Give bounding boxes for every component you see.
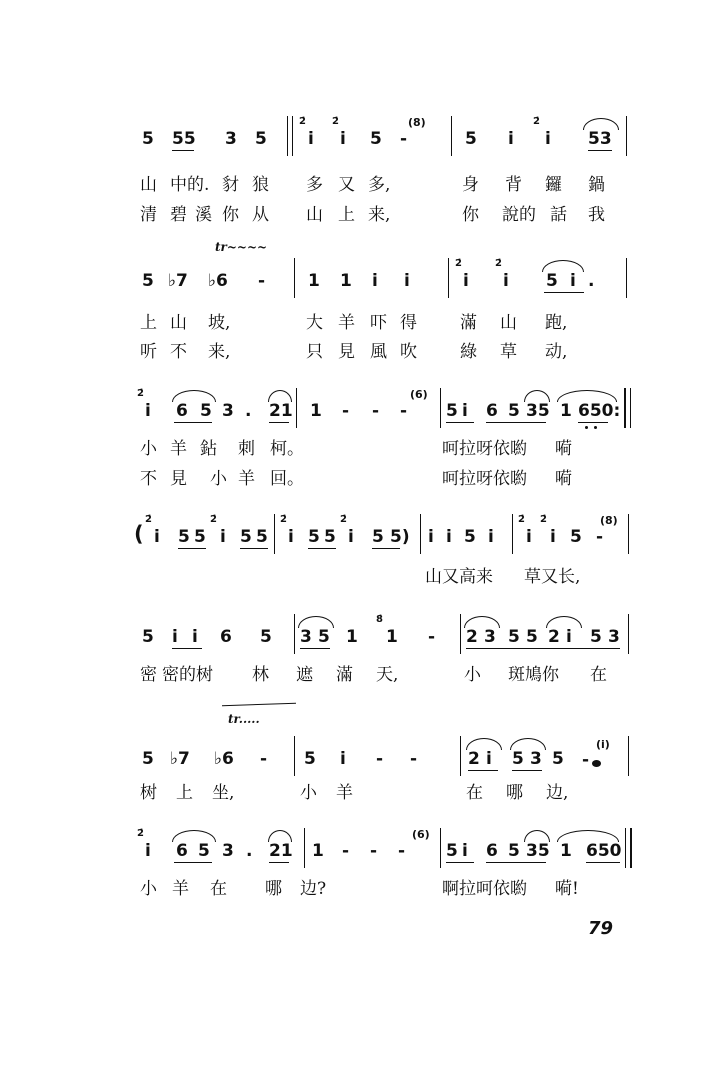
barline bbox=[294, 258, 295, 298]
notation-row-5 bbox=[0, 614, 710, 656]
lyric: 羊 bbox=[170, 439, 187, 459]
note: 3 bbox=[222, 401, 234, 421]
underline bbox=[544, 292, 584, 293]
lyric: 又 bbox=[338, 175, 355, 195]
lyric: 得 bbox=[400, 313, 417, 333]
note: i bbox=[404, 271, 410, 291]
lyric: 草 bbox=[500, 342, 517, 362]
note: i bbox=[192, 627, 198, 647]
lyric: 滿 bbox=[336, 665, 353, 685]
grace-note: 8̇ bbox=[376, 614, 383, 625]
grace-note: 2̇ bbox=[340, 514, 347, 525]
note: i bbox=[488, 527, 494, 547]
lyric: 边? bbox=[300, 879, 327, 899]
note: 1 bbox=[312, 841, 324, 861]
barline bbox=[628, 736, 629, 776]
dot bbox=[585, 426, 588, 429]
lyric-row-7 bbox=[0, 878, 710, 900]
note: 5 bbox=[240, 527, 252, 547]
lyric: 密 bbox=[140, 665, 157, 685]
lyric: 树 bbox=[140, 783, 157, 803]
note: i bbox=[446, 527, 452, 547]
glide-mark: (6) bbox=[412, 828, 430, 841]
note: 5 bbox=[570, 527, 582, 547]
lyric: 林 bbox=[252, 665, 269, 685]
underline bbox=[372, 548, 400, 549]
glide-mark: (i) bbox=[596, 738, 610, 751]
underline bbox=[446, 422, 474, 423]
lyric: 听 bbox=[140, 342, 157, 362]
note: 5 bbox=[142, 749, 154, 769]
note: 5 bbox=[552, 749, 564, 769]
grace-note: 2̇ bbox=[210, 514, 217, 525]
lyric: 小 bbox=[300, 783, 317, 803]
note: ♭6 bbox=[214, 749, 234, 769]
note: i bbox=[308, 129, 314, 149]
barline bbox=[626, 258, 627, 298]
lyric: 上 bbox=[176, 783, 193, 803]
lyric: 动, bbox=[545, 342, 568, 362]
lyric: 吹 bbox=[400, 342, 417, 362]
lyric: 跑, bbox=[545, 313, 568, 333]
barline bbox=[420, 514, 421, 554]
lyric: 回。 bbox=[270, 469, 304, 489]
grace-note: 2̇ bbox=[145, 514, 152, 525]
underline bbox=[300, 648, 330, 649]
note: 6 bbox=[176, 841, 188, 861]
note: - bbox=[260, 749, 268, 769]
grace-note: 2̇ bbox=[280, 514, 287, 525]
glide-mark: (8) bbox=[600, 514, 618, 527]
lyric: 見 bbox=[338, 342, 355, 362]
note: i bbox=[340, 749, 346, 769]
note: 3 bbox=[222, 841, 234, 861]
note: 5 bbox=[465, 129, 477, 149]
note: ( bbox=[134, 522, 144, 546]
lyric: 只 bbox=[306, 342, 323, 362]
underline bbox=[174, 862, 212, 863]
note: 6 bbox=[176, 401, 188, 421]
lyric: 在 bbox=[210, 879, 227, 899]
notation-row-3 bbox=[0, 388, 710, 430]
note: - bbox=[372, 401, 380, 421]
barline bbox=[512, 514, 513, 554]
final-barline bbox=[630, 828, 632, 868]
note: 5 bbox=[508, 841, 520, 861]
note: 2 bbox=[468, 749, 480, 769]
lyric-row-3b bbox=[0, 468, 710, 490]
note: 5 bbox=[546, 271, 558, 291]
repeat-barline bbox=[624, 388, 626, 428]
note: 5 bbox=[142, 129, 154, 149]
underline bbox=[308, 548, 336, 549]
barline bbox=[294, 736, 295, 776]
lyric: 哪 bbox=[265, 879, 282, 899]
notation-row-6 bbox=[0, 736, 710, 778]
note: i bbox=[372, 271, 378, 291]
dot bbox=[594, 426, 597, 429]
barline bbox=[626, 116, 627, 156]
lyric: 背 bbox=[505, 175, 522, 195]
note: 5 bbox=[370, 129, 382, 149]
lyric: 遮 bbox=[296, 665, 313, 685]
underline bbox=[588, 150, 612, 151]
note: - bbox=[398, 841, 406, 861]
lyric: 話 bbox=[550, 205, 567, 225]
lyric: 中的. bbox=[170, 175, 210, 195]
note: 6 bbox=[486, 841, 498, 861]
underline bbox=[486, 862, 546, 863]
lyric: 羊 bbox=[338, 313, 355, 333]
grace-note: 2̇ bbox=[533, 116, 540, 127]
underline bbox=[446, 862, 474, 863]
grace-note: 2̇ bbox=[299, 116, 306, 127]
underline bbox=[240, 548, 268, 549]
note: 3 bbox=[225, 129, 237, 149]
lyric: 碧 bbox=[170, 205, 187, 225]
lyric: 山 bbox=[170, 313, 187, 333]
grace-note: 2̇ bbox=[137, 828, 144, 839]
lyric: 哪 bbox=[506, 783, 523, 803]
lyric: 溪 bbox=[195, 205, 212, 225]
lyric-row-1b bbox=[0, 204, 710, 226]
lyric-row-2a bbox=[0, 312, 710, 334]
note: . bbox=[245, 401, 252, 421]
barline bbox=[630, 388, 631, 428]
lyric: 草又长, bbox=[524, 567, 581, 587]
note: 5 bbox=[256, 527, 268, 547]
barline bbox=[628, 514, 629, 554]
lyric: 小 bbox=[210, 469, 227, 489]
note: i bbox=[545, 129, 551, 149]
lyric: 羊 bbox=[172, 879, 189, 899]
note: 1 bbox=[346, 627, 358, 647]
note: 5 bbox=[178, 527, 190, 547]
note: 5 bbox=[318, 627, 330, 647]
grace-note: 2̇ bbox=[455, 258, 462, 269]
lyric: 在 bbox=[466, 783, 483, 803]
lyric: 上 bbox=[140, 313, 157, 333]
barline bbox=[448, 258, 449, 298]
notation-row-7 bbox=[0, 828, 710, 870]
lyric: 从 bbox=[252, 205, 269, 225]
lyric: 小 bbox=[140, 879, 157, 899]
lyric: 滿 bbox=[460, 313, 477, 333]
lyric: 豺 bbox=[222, 175, 239, 195]
note: 5 bbox=[446, 401, 458, 421]
note: i bbox=[503, 271, 509, 291]
note: 5 bbox=[200, 401, 212, 421]
lyric: 羊 bbox=[238, 469, 255, 489]
trill-mark: tr~~~~ bbox=[215, 240, 268, 254]
lyric: 多, bbox=[368, 175, 391, 195]
lyric: 密的树 bbox=[162, 665, 213, 685]
lyric: 不 bbox=[140, 469, 157, 489]
notation-row-4 bbox=[0, 514, 710, 556]
lyric: 我 bbox=[588, 205, 605, 225]
lyric: 山 bbox=[500, 313, 517, 333]
lyric: 鑼 bbox=[545, 175, 562, 195]
lyric: 嗬! bbox=[555, 879, 579, 899]
note: 650: bbox=[578, 401, 621, 421]
lyric: 綠 bbox=[460, 342, 477, 362]
note: i bbox=[463, 271, 469, 291]
lyric: 山 bbox=[306, 205, 323, 225]
lyric: 你 bbox=[222, 205, 239, 225]
lyric: 小 bbox=[464, 665, 481, 685]
barline bbox=[274, 514, 275, 554]
note: 5 bbox=[446, 841, 458, 861]
note: i bbox=[428, 527, 434, 547]
note: - bbox=[428, 627, 436, 647]
lyric: 来, bbox=[368, 205, 391, 225]
underline bbox=[178, 548, 206, 549]
note: 1 bbox=[340, 271, 352, 291]
note: - bbox=[370, 841, 378, 861]
lyric: 嗬 bbox=[555, 469, 572, 489]
lyric: 清 bbox=[140, 205, 157, 225]
dash: - bbox=[582, 750, 590, 770]
lyric-row-2b bbox=[0, 341, 710, 363]
note: 3 bbox=[300, 627, 312, 647]
note: 5) bbox=[390, 527, 410, 547]
note: i bbox=[462, 841, 468, 861]
note: 2 bbox=[548, 627, 560, 647]
note: 1 bbox=[386, 627, 398, 647]
lyric: 刺 bbox=[238, 439, 255, 459]
barline bbox=[296, 388, 297, 428]
barline bbox=[625, 828, 626, 868]
note: 5 bbox=[198, 841, 210, 861]
lyric-row-6 bbox=[0, 782, 710, 804]
glide-mark: (6) bbox=[410, 388, 428, 401]
note: i bbox=[154, 527, 160, 547]
barline bbox=[440, 828, 441, 868]
note: 5 bbox=[194, 527, 206, 547]
lyric: 見 bbox=[170, 469, 187, 489]
underline bbox=[466, 648, 620, 649]
note: 53 bbox=[588, 129, 612, 149]
note: - bbox=[596, 527, 604, 547]
notation-row-1 bbox=[0, 116, 710, 158]
grace-note: 2̇ bbox=[518, 514, 525, 525]
grace-note: 2̇ bbox=[332, 116, 339, 127]
lyric: 小 bbox=[140, 439, 157, 459]
note: 21 bbox=[269, 841, 293, 861]
lyric: 来, bbox=[208, 342, 231, 362]
underline bbox=[486, 422, 546, 423]
note: 21 bbox=[269, 401, 293, 421]
lyric: 吓 bbox=[370, 313, 387, 333]
note: ♭7 bbox=[168, 271, 188, 291]
note: i bbox=[348, 527, 354, 547]
note: i bbox=[550, 527, 556, 547]
note: - bbox=[400, 129, 408, 149]
underline bbox=[174, 422, 212, 423]
note: . bbox=[246, 841, 253, 861]
lyric: 在 bbox=[590, 665, 607, 685]
lyric: 上 bbox=[338, 205, 355, 225]
note: 1 bbox=[308, 271, 320, 291]
note: 55 bbox=[172, 129, 196, 149]
note: . bbox=[588, 271, 595, 291]
note: 3 bbox=[484, 627, 496, 647]
lyric: 大 bbox=[306, 313, 323, 333]
note: 5 bbox=[255, 129, 267, 149]
page-number: 79 bbox=[588, 918, 614, 939]
lyric: 風 bbox=[370, 342, 387, 362]
note: ♭7 bbox=[170, 749, 190, 769]
lyric: 身 bbox=[462, 175, 479, 195]
lyric-row-4 bbox=[0, 566, 710, 588]
note: - bbox=[376, 749, 384, 769]
underline bbox=[586, 862, 620, 863]
note: 5 bbox=[142, 627, 154, 647]
lyric: 呵拉呀依喲 bbox=[442, 439, 527, 459]
lyric: 啊拉呵依喲 bbox=[442, 879, 527, 899]
note: i bbox=[508, 129, 514, 149]
note: i bbox=[526, 527, 532, 547]
lyric: 柯。 bbox=[270, 439, 304, 459]
note: 5 bbox=[526, 627, 538, 647]
note: 650 bbox=[586, 841, 622, 861]
glide-mark: (8) bbox=[408, 116, 426, 129]
note: 5 bbox=[464, 527, 476, 547]
note: i bbox=[566, 627, 572, 647]
underline bbox=[172, 150, 194, 151]
lyric: 边, bbox=[546, 783, 569, 803]
lyric: 坐, bbox=[212, 783, 235, 803]
note: i bbox=[145, 841, 151, 861]
grace-note: 2̇ bbox=[137, 388, 144, 399]
lyric: 鉆 bbox=[200, 439, 217, 459]
note: 5 bbox=[260, 627, 272, 647]
note: 5 bbox=[142, 271, 154, 291]
lyric: 你 bbox=[462, 205, 479, 225]
note: 5 bbox=[308, 527, 320, 547]
barline bbox=[294, 614, 295, 654]
note: i bbox=[145, 401, 151, 421]
lyric: 羊 bbox=[336, 783, 353, 803]
lyric: 山又高来 bbox=[425, 567, 493, 587]
lyric: 多 bbox=[306, 175, 323, 195]
note: i bbox=[172, 627, 178, 647]
note: i bbox=[486, 749, 492, 769]
lyric: 呵拉呀依喲 bbox=[442, 469, 527, 489]
barline bbox=[292, 116, 293, 156]
note: 5 bbox=[304, 749, 316, 769]
note: - bbox=[410, 749, 418, 769]
note: 6 bbox=[220, 627, 232, 647]
note: 5 bbox=[508, 627, 520, 647]
note: 6 bbox=[486, 401, 498, 421]
barline bbox=[304, 828, 305, 868]
note: 3 bbox=[608, 627, 620, 647]
note: - bbox=[342, 841, 350, 861]
grace-note: 2̇ bbox=[495, 258, 502, 269]
note: - bbox=[258, 271, 266, 291]
barline bbox=[460, 614, 461, 654]
underline bbox=[578, 422, 608, 423]
note: 3 bbox=[530, 749, 542, 769]
lyric: 坡, bbox=[208, 313, 231, 333]
extension-line bbox=[222, 703, 296, 707]
barline bbox=[460, 736, 461, 776]
lyric: 鍋 bbox=[588, 175, 605, 195]
grace-note: 2̇ bbox=[540, 514, 547, 525]
notation-row-2 bbox=[0, 258, 710, 300]
lyric: 說的 bbox=[502, 205, 536, 225]
note: 1 bbox=[310, 401, 322, 421]
note: 35 bbox=[526, 841, 550, 861]
barline bbox=[287, 116, 288, 156]
underline bbox=[468, 770, 498, 771]
note: i bbox=[462, 401, 468, 421]
note: 1 bbox=[560, 841, 572, 861]
lyric-row-5 bbox=[0, 664, 710, 686]
grace-blob bbox=[592, 760, 601, 767]
barline bbox=[451, 116, 452, 156]
underline bbox=[172, 648, 202, 649]
note: 5 bbox=[372, 527, 384, 547]
underline bbox=[269, 862, 289, 863]
note: - bbox=[400, 401, 408, 421]
note: 5 bbox=[324, 527, 336, 547]
note: 5 bbox=[508, 401, 520, 421]
note: 1 bbox=[560, 401, 572, 421]
note: i bbox=[570, 271, 576, 291]
barline bbox=[440, 388, 441, 428]
note: i bbox=[220, 527, 226, 547]
lyric: 天, bbox=[376, 665, 399, 685]
lyric: 狼 bbox=[252, 175, 269, 195]
lyric: 山 bbox=[140, 175, 157, 195]
barline bbox=[628, 614, 629, 654]
trill-mark: tr..... bbox=[228, 712, 260, 726]
lyric: 嗬 bbox=[555, 439, 572, 459]
lyric-row-1a bbox=[0, 174, 710, 196]
note: - bbox=[342, 401, 350, 421]
underline bbox=[512, 770, 542, 771]
lyric: 斑鳩你 bbox=[508, 665, 559, 685]
note: 5 bbox=[590, 627, 602, 647]
note: i bbox=[340, 129, 346, 149]
note: 5 bbox=[512, 749, 524, 769]
note: 35 bbox=[526, 401, 550, 421]
lyric-row-3a bbox=[0, 438, 710, 460]
note: ♭6 bbox=[208, 271, 228, 291]
note: i bbox=[288, 527, 294, 547]
note: 2 bbox=[466, 627, 478, 647]
lyric: 不 bbox=[170, 342, 187, 362]
underline bbox=[269, 422, 289, 423]
